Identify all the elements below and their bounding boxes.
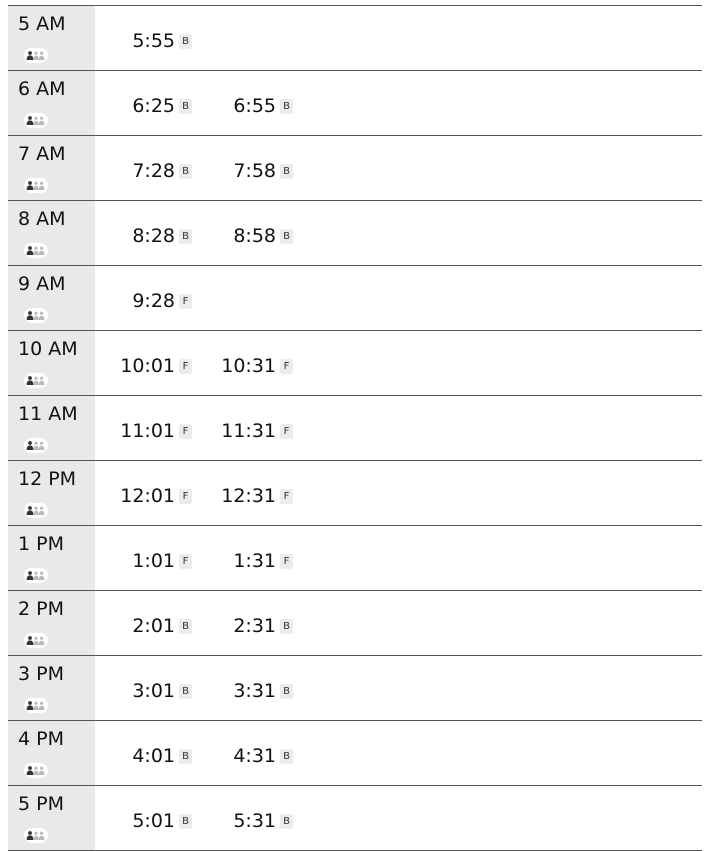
hour-label: 7 AM	[18, 143, 66, 165]
crowd-level-icon	[24, 48, 48, 63]
hour-row	[8, 461, 702, 526]
hour-row	[8, 786, 702, 851]
hour-cell	[8, 136, 95, 200]
departure-time: 2:01	[132, 615, 175, 637]
departure-time: 3:01	[132, 680, 175, 702]
route-badge: F	[280, 554, 293, 569]
route-badge: F	[179, 359, 192, 374]
route-badge: B	[280, 99, 293, 114]
crowd-level-icon	[24, 568, 48, 583]
departures-cell	[95, 656, 702, 720]
departure-entry[interactable]	[132, 550, 192, 572]
crowd-level-icon	[24, 503, 48, 518]
route-badge: B	[179, 684, 192, 699]
hour-row	[8, 656, 702, 721]
departure-time: 1:31	[233, 550, 276, 572]
route-badge: F	[179, 294, 192, 309]
departure-entry[interactable]	[132, 95, 192, 117]
hour-cell	[8, 526, 95, 590]
departures-cell	[95, 71, 702, 135]
departure-entry[interactable]	[120, 420, 192, 442]
departure-entry[interactable]	[132, 290, 192, 312]
departure-entry[interactable]	[132, 680, 192, 702]
route-badge: B	[280, 814, 293, 829]
departure-entry[interactable]	[221, 355, 293, 377]
departure-entry[interactable]	[233, 160, 293, 182]
route-badge: B	[179, 749, 192, 764]
route-badge: F	[179, 489, 192, 504]
route-badge: B	[280, 684, 293, 699]
departure-entry[interactable]	[233, 550, 293, 572]
departures-cell	[95, 591, 702, 655]
departure-time: 10:01	[120, 355, 175, 377]
departure-entry[interactable]	[233, 810, 293, 832]
hour-cell	[8, 396, 95, 460]
crowd-level-icon	[24, 243, 48, 258]
departure-entry[interactable]	[132, 810, 192, 832]
departure-time: 4:01	[132, 745, 175, 767]
departure-time: 9:28	[132, 290, 175, 312]
hour-cell	[8, 266, 95, 330]
departures-cell	[95, 786, 702, 850]
route-badge: B	[179, 814, 192, 829]
hour-row	[8, 201, 702, 266]
route-badge: F	[280, 424, 293, 439]
hour-row	[8, 721, 702, 786]
route-badge: B	[179, 229, 192, 244]
hour-cell	[8, 461, 95, 525]
hour-label: 10 AM	[18, 338, 78, 360]
departure-entry[interactable]	[132, 30, 192, 52]
hour-label: 5 AM	[18, 13, 66, 35]
hour-label: 4 PM	[18, 728, 64, 750]
hour-row	[8, 591, 702, 656]
crowd-level-icon	[24, 373, 48, 388]
hour-row	[8, 526, 702, 591]
hour-row	[8, 6, 702, 71]
departure-time: 6:25	[132, 95, 175, 117]
departure-entry[interactable]	[132, 160, 192, 182]
departure-time: 12:31	[221, 485, 276, 507]
departure-time: 8:28	[132, 225, 175, 247]
departure-time: 12:01	[120, 485, 175, 507]
crowd-level-icon	[24, 178, 48, 193]
departures-cell	[95, 331, 702, 395]
route-badge: F	[179, 424, 192, 439]
route-badge: B	[280, 619, 293, 634]
departures-cell	[95, 136, 702, 200]
route-badge: B	[280, 749, 293, 764]
route-badge: B	[280, 229, 293, 244]
hour-label: 2 PM	[18, 598, 64, 620]
departure-entry[interactable]	[233, 225, 293, 247]
hour-cell	[8, 331, 95, 395]
hour-cell	[8, 591, 95, 655]
hour-label: 1 PM	[18, 533, 64, 555]
route-badge: B	[179, 619, 192, 634]
departure-time: 11:01	[120, 420, 175, 442]
hour-cell	[8, 786, 95, 850]
hour-label: 3 PM	[18, 663, 64, 685]
hour-row	[8, 71, 702, 136]
departure-time: 7:58	[233, 160, 276, 182]
departures-cell	[95, 461, 702, 525]
hour-label: 9 AM	[18, 273, 66, 295]
hour-row	[8, 266, 702, 331]
departure-entry[interactable]	[120, 485, 192, 507]
route-badge: F	[179, 554, 192, 569]
departures-cell	[95, 6, 702, 70]
hour-label: 5 PM	[18, 793, 64, 815]
departure-time: 5:01	[132, 810, 175, 832]
departure-entry[interactable]	[233, 95, 293, 117]
route-badge: B	[179, 164, 192, 179]
departure-time: 3:31	[233, 680, 276, 702]
crowd-level-icon	[24, 633, 48, 648]
route-badge: F	[280, 359, 293, 374]
hour-label: 12 PM	[18, 468, 77, 490]
departures-cell	[95, 526, 702, 590]
hour-label: 6 AM	[18, 78, 66, 100]
hour-row	[8, 331, 702, 396]
hour-cell	[8, 656, 95, 720]
departure-entry[interactable]	[132, 225, 192, 247]
departure-entry[interactable]	[132, 745, 192, 767]
hour-row	[8, 136, 702, 201]
departure-time: 6:55	[233, 95, 276, 117]
crowd-level-icon	[24, 438, 48, 453]
hour-label: 11 AM	[18, 403, 78, 425]
hour-row	[8, 396, 702, 461]
crowd-level-icon	[24, 698, 48, 713]
departure-entry[interactable]	[120, 355, 192, 377]
departure-time: 4:31	[233, 745, 276, 767]
hour-label: 8 AM	[18, 208, 66, 230]
departure-entry[interactable]	[233, 615, 293, 637]
crowd-level-icon	[24, 763, 48, 778]
departure-entry[interactable]	[233, 745, 293, 767]
departure-time: 1:01	[132, 550, 175, 572]
route-badge: B	[179, 34, 192, 49]
route-badge: B	[179, 99, 192, 114]
departures-cell	[95, 396, 702, 460]
crowd-level-icon	[24, 828, 48, 843]
departure-entry[interactable]	[221, 485, 293, 507]
route-badge: B	[280, 164, 293, 179]
departure-time: 7:28	[132, 160, 175, 182]
timetable	[8, 5, 702, 851]
departures-cell	[95, 721, 702, 785]
crowd-level-icon	[24, 113, 48, 128]
departure-entry[interactable]	[233, 680, 293, 702]
departures-cell	[95, 266, 702, 330]
departure-time: 11:31	[221, 420, 276, 442]
departure-time: 5:31	[233, 810, 276, 832]
hour-cell	[8, 71, 95, 135]
crowd-level-icon	[24, 308, 48, 323]
departure-time: 8:58	[233, 225, 276, 247]
hour-cell	[8, 201, 95, 265]
route-badge: F	[280, 489, 293, 504]
departures-cell	[95, 201, 702, 265]
departure-time: 5:55	[132, 30, 175, 52]
departure-time: 2:31	[233, 615, 276, 637]
departure-entry[interactable]	[221, 420, 293, 442]
hour-cell	[8, 721, 95, 785]
departure-entry[interactable]	[132, 615, 192, 637]
hour-cell	[8, 6, 95, 70]
departure-time: 10:31	[221, 355, 276, 377]
